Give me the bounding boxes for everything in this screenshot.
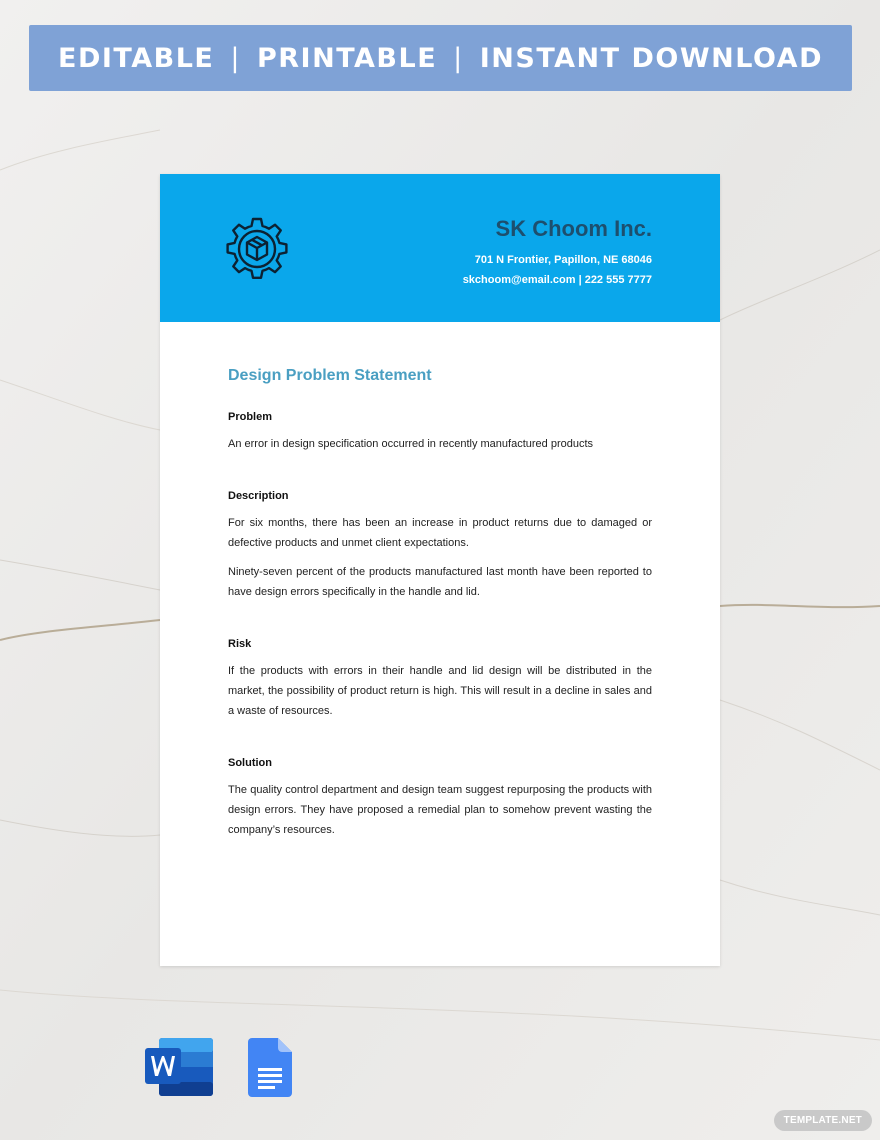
document-content bbox=[228, 367, 652, 876]
section-description bbox=[228, 490, 652, 602]
company-name: SK Choom Inc. bbox=[495, 216, 652, 241]
document-title: Design Problem Statement bbox=[228, 367, 432, 384]
banner-separator: | bbox=[230, 42, 241, 74]
feature-banner bbox=[29, 25, 852, 91]
section-risk bbox=[228, 638, 652, 721]
section-heading: Solution bbox=[228, 757, 272, 769]
banner-item-editable: EDITABLE bbox=[58, 42, 215, 74]
template-watermark: TEMPLATE.NET bbox=[774, 1110, 872, 1131]
section-paragraph: If the products with errors in their handle and lid design will be distributed in the market, the possibility of product return is high. This will result in a decline in sales and a waste of resources. bbox=[228, 665, 652, 717]
company-contact: skchoom@email.com | 222 555 7777 bbox=[462, 274, 652, 286]
document-header bbox=[160, 174, 720, 322]
section-heading: Risk bbox=[228, 638, 252, 650]
section-paragraph: Ninety-seven percent of the products manufactured last month have been reported to have design errors specifically in the handle and lid. bbox=[228, 566, 652, 598]
google-docs-icon[interactable] bbox=[248, 1038, 292, 1097]
word-icon[interactable] bbox=[145, 1038, 213, 1096]
section-heading: Description bbox=[228, 490, 289, 502]
section-paragraph: The quality control department and design team suggest repurposing the products with design errors. They have proposed a remedial plan to somehow prevent wasting the company’s resources. bbox=[228, 784, 652, 836]
gear-box-logo-icon bbox=[224, 216, 290, 282]
document-page bbox=[160, 174, 720, 966]
banner-item-instant-download: INSTANT DOWNLOAD bbox=[479, 42, 823, 74]
section-paragraph: For six months, there has been an increase in product returns due to damaged or defective products and unmet client expectations. bbox=[228, 517, 652, 549]
section-problem bbox=[228, 411, 652, 454]
section-paragraph: An error in design specification occurred in recently manufactured products bbox=[228, 438, 594, 450]
company-address: 701 N Frontier, Papillon, NE 68046 bbox=[474, 254, 652, 266]
banner-separator: | bbox=[453, 42, 464, 74]
banner-item-printable: PRINTABLE bbox=[256, 42, 438, 74]
section-solution bbox=[228, 757, 652, 840]
company-info bbox=[463, 216, 652, 290]
section-heading: Problem bbox=[228, 411, 273, 423]
